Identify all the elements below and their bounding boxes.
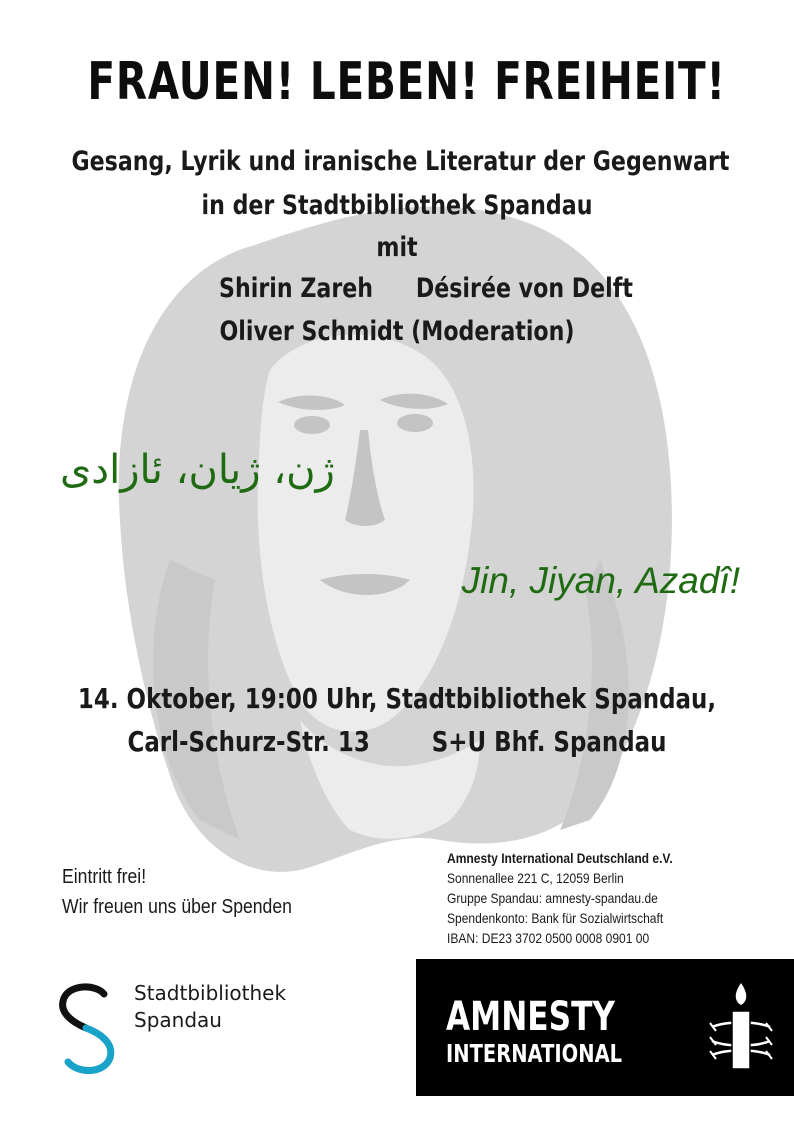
event-address-line (71, 725, 722, 765)
event-station: S+U Bhf. Spandau (431, 725, 667, 758)
library-name-line-1: Stadtbibliothek (134, 981, 287, 1005)
amnesty-wordmark-line-1: AMNESTY (446, 994, 615, 1040)
admission-info (62, 862, 292, 922)
candle-barbed-wire-icon (706, 977, 776, 1077)
subtitle-line-2: in der Stadtbibliothek Spandau (201, 190, 593, 221)
organizer-bank: Spendenkonto: Bank für Sozialwirtschaft (447, 910, 664, 926)
organizer-iban: IBAN: DE23 3702 0500 0008 0901 00 (447, 930, 650, 946)
performer-names (71, 273, 722, 313)
performer-shirin-zareh: Shirin Zareh (219, 273, 374, 304)
library-name-line-2: Spandau (134, 1008, 222, 1032)
organizer-address: Sonnenallee 221 C, 12059 Berlin (447, 870, 624, 886)
organizer-name: Amnesty International Deutschland e.V. (447, 850, 673, 866)
amnesty-wordmark (446, 995, 622, 1069)
slogan-kurdish: ژن، ژیان، ئازادی (60, 447, 335, 493)
organizer-info (447, 848, 673, 948)
event-street: Carl-Schurz-Str. 13 (127, 725, 370, 758)
organizer-group: Gruppe Spandau: amnesty-spandau.de (447, 890, 658, 906)
performer-desiree-von-delft: Désirée von Delft (415, 273, 633, 304)
slogan-latin: Jin, Jiyan, Azadî! (461, 560, 740, 601)
amnesty-wordmark-line-2: INTERNATIONAL (446, 1039, 623, 1068)
event-date-place: 14. Oktober, 19:00 Uhr, Stadtbibliothek Spandau, (77, 682, 717, 715)
library-name (134, 980, 286, 1034)
s-letter-logo-icon (56, 980, 122, 1076)
donation-note: Wir freuen uns über Spenden (62, 896, 292, 918)
subtitle-with: mit (376, 232, 418, 263)
stadtbibliothek-logo (56, 980, 316, 1080)
poster-headline: FRAUEN! LEBEN! FREIHEIT! (87, 52, 726, 112)
admission-free: Eintritt frei! (62, 866, 147, 888)
moderator-name: Oliver Schmidt (Moderation) (219, 316, 575, 347)
subtitle-line-1: Gesang, Lyrik und iranische Literatur der Gegenwart (71, 146, 730, 177)
amnesty-logo (416, 959, 794, 1096)
